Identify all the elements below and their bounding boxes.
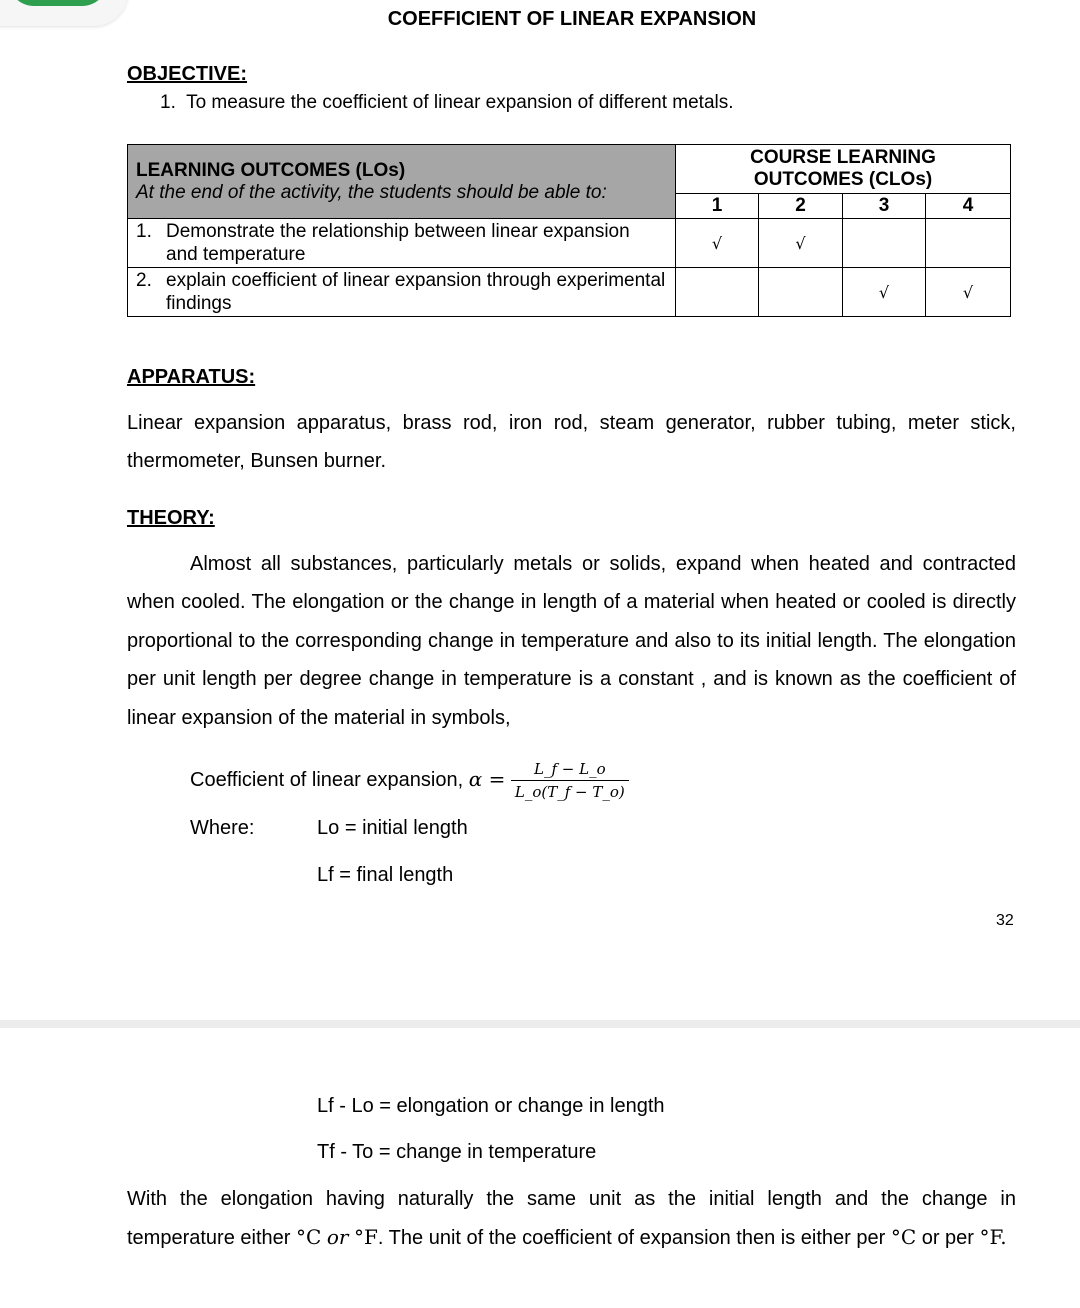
table-row xyxy=(128,268,1011,317)
units-paragraph xyxy=(127,1180,1016,1258)
learning-outcomes-table xyxy=(127,144,1011,317)
lo-subheading: At the end of the activity, the students should be able to: xyxy=(136,181,607,203)
definition-elongation xyxy=(317,1095,665,1118)
lo-header-cell xyxy=(128,145,676,219)
definition-equals: = xyxy=(339,864,357,886)
check-cell xyxy=(676,268,759,317)
unit-fahrenheit: °F xyxy=(354,1225,378,1250)
check-mark-icon: √ xyxy=(843,268,926,317)
clo-heading-line2: OUTCOMES (CLOs) xyxy=(753,169,933,190)
definition-final-length xyxy=(317,864,453,887)
table-row xyxy=(128,219,1011,268)
clo-number-2: 2 xyxy=(759,194,843,219)
check-cell xyxy=(843,219,926,268)
or-word: or xyxy=(326,1225,349,1250)
objective-item xyxy=(160,92,734,114)
check-mark-icon: √ xyxy=(759,219,843,268)
clo-heading-line1: COURSE LEARNING xyxy=(750,147,936,168)
theory-paragraph: Almost all substances, particularly metals or solids, expand when heated and contracted when cooled. The elongation or the change in length of a material when heated or cooled is directly proportional to the corresponding change in temperature and also to its initial length. The elongation per unit length per degree change in temperature is a constant , and is known as the coefficient of linear expansion of the material in symbols, xyxy=(127,553,1016,729)
check-cell xyxy=(926,219,1011,268)
definition-initial-length xyxy=(317,817,468,840)
apparatus-text: Linear expansion apparatus, brass rod, iron rod, steam generator, rubber tubing, meter stick, thermometer, Bunsen burner. xyxy=(127,412,1016,473)
objective-heading: OBJECTIVE: xyxy=(127,63,248,85)
apparatus-heading: APPARATUS: xyxy=(127,366,256,388)
units-text-2: . The unit of the coefficient of expansion then is either per xyxy=(377,1227,891,1250)
theory-heading: THEORY: xyxy=(127,507,215,529)
units-text-1: With the elongation having naturally the same unit as the initial length and the change in temperature either xyxy=(127,1188,1016,1250)
lo-row-description: explain coefficient of linear expansion through experimental findings xyxy=(166,270,666,314)
definition-meaning: final length xyxy=(356,864,454,886)
where-label: Where: xyxy=(190,817,255,839)
definition-equals: = xyxy=(378,1141,397,1163)
clo-header-cell xyxy=(676,145,1011,194)
definition-equals: = xyxy=(344,817,363,839)
lo-row-number: 2. xyxy=(136,270,152,291)
lo-heading: LEARNING OUTCOMES (LOs) xyxy=(136,159,406,181)
unit-celsius: °C xyxy=(295,1225,322,1250)
definition-equals: = xyxy=(379,1095,397,1117)
page-number: 32 xyxy=(996,912,1014,929)
objective-item-text: To measure the coefficient of linear expansion of different metals. xyxy=(186,92,734,113)
lo-row-text xyxy=(128,268,676,317)
definition-meaning: initial length xyxy=(362,817,468,839)
check-cell xyxy=(759,268,843,317)
formula-numerator: L_f − L_o xyxy=(511,760,629,781)
check-mark-icon: √ xyxy=(676,219,759,268)
lo-row-number: 1. xyxy=(136,221,152,242)
definition-symbol: Tf - To xyxy=(317,1141,374,1163)
definition-symbol: Lf - Lo xyxy=(317,1095,374,1117)
unit-celsius-2: °C xyxy=(890,1225,917,1250)
formula-label: Coefficient of linear expansion, xyxy=(190,768,464,791)
definition-meaning: elongation or change in length xyxy=(396,1095,665,1117)
formula xyxy=(190,760,629,801)
check-mark-icon: √ xyxy=(926,268,1011,317)
green-tab-shape xyxy=(8,0,108,6)
unit-fahrenheit-2: °F. xyxy=(979,1225,1007,1250)
definition-symbol: Lf xyxy=(317,864,334,886)
lo-row-description: Demonstrate the relationship between linear expansion and temperature xyxy=(166,221,630,265)
clo-number-3: 3 xyxy=(843,194,926,219)
clo-number-4: 4 xyxy=(926,194,1011,219)
page-title: COEFFICIENT OF LINEAR EXPANSION xyxy=(387,8,757,30)
clo-number-1: 1 xyxy=(676,194,759,219)
page-divider xyxy=(0,1020,1080,1028)
lo-row-text xyxy=(128,219,676,268)
definition-symbol: Lo xyxy=(317,817,340,839)
formula-lhs: α = xyxy=(468,766,506,791)
units-text-3: or per xyxy=(916,1227,980,1250)
definition-meaning: change in temperature xyxy=(396,1141,597,1163)
objective-item-number: 1. xyxy=(160,92,176,113)
formula-denominator: L_o(T_f − T_o) xyxy=(514,783,625,801)
definition-temperature-change xyxy=(317,1141,596,1164)
formula-fraction xyxy=(511,760,629,801)
